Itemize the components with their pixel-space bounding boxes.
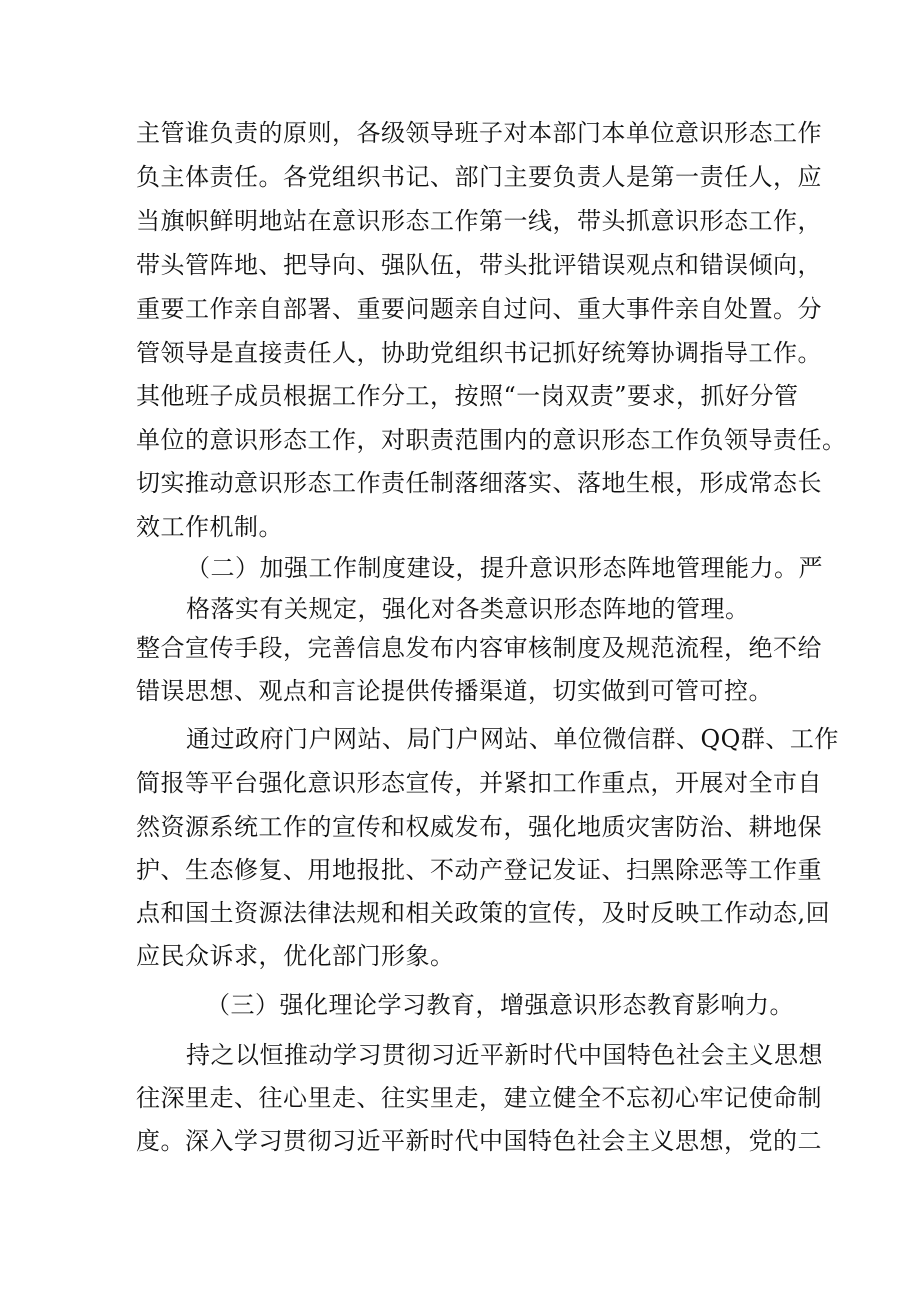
text-line: 点和国土资源法律法规和相关政策的宣传，及时反映工作动态,回 [136,899,831,927]
text-line: 主管谁负责的原则，各级领导班子对本部门本单位意识形态工作 [136,119,822,147]
section-heading-3: （三）强化理论学习教育，增强意识形态教育影响力。 [206,991,794,1019]
text-line: 整合宣传手段，完善信息发布内容审核制度及规范流程，绝不给 [136,634,822,662]
text-line: 效工作机制。 [136,513,283,541]
text-line: 简报等平台强化意识形态宣传，并紧扣工作重点，开展对全市自 [136,769,822,797]
text-line: 格落实有关规定，强化对各类意识形态阵地的管理。 [186,595,750,623]
text-line: 负主体责任。各党组织书记、部门主要负责人是第一责任人，应 [136,163,822,191]
text-line: 其他班子成员根据工作分工，按照“一岗双责”要求，抓好分管 [136,382,799,410]
text-line: 通过政府门户网站、局门户网站、单位微信群、QQ群、工作 [186,725,839,753]
text-line: 管领导是直接责任人，协助党组织书记抓好统筹协调指导工作。 [136,339,822,367]
text-line: 应民众诉求，优化部门形象。 [136,942,455,970]
section-heading-2: （二）加强工作制度建设，提升意识形态阵地管理能力。严 [186,554,823,582]
text-line: 切实推动意识形态工作责任制落细落实、落地生根，形成常态长 [136,469,822,497]
text-line: 重要工作亲自部署、重要问题亲自过问、重大事件亲自处置。分 [136,295,822,323]
text-line: 度。深入学习贯彻习近平新时代中国特色社会主义思想，党的二 [136,1127,822,1155]
text-line: 然资源系统工作的宣传和权威发布，强化地质灾害防治、耕地保 [136,813,822,841]
text-line: 错误思想、观点和言论提供传播渠道，切实做到可管可控。 [136,677,773,705]
text-line: 当旗帜鲜明地站在意识形态工作第一线，带头抓意识形态工作， [136,207,822,235]
text-line: 护、生态修复、用地报批、不动产登记发证、扫黑除恶等工作重 [136,856,822,884]
text-line: 持之以恒推动学习贯彻习近平新时代中国特色社会主义思想 [186,1041,823,1069]
text-line: 带头管阵地、把导向、强队伍，带头批评错误观点和错误倾向， [136,251,822,279]
text-line: 往深里走、往心里走、往实里走，建立健全不忘初心牢记使命制 [136,1084,822,1112]
text-line: 单位的意识形态工作，对职责范围内的意识形态工作负领导责任。 [136,426,847,454]
